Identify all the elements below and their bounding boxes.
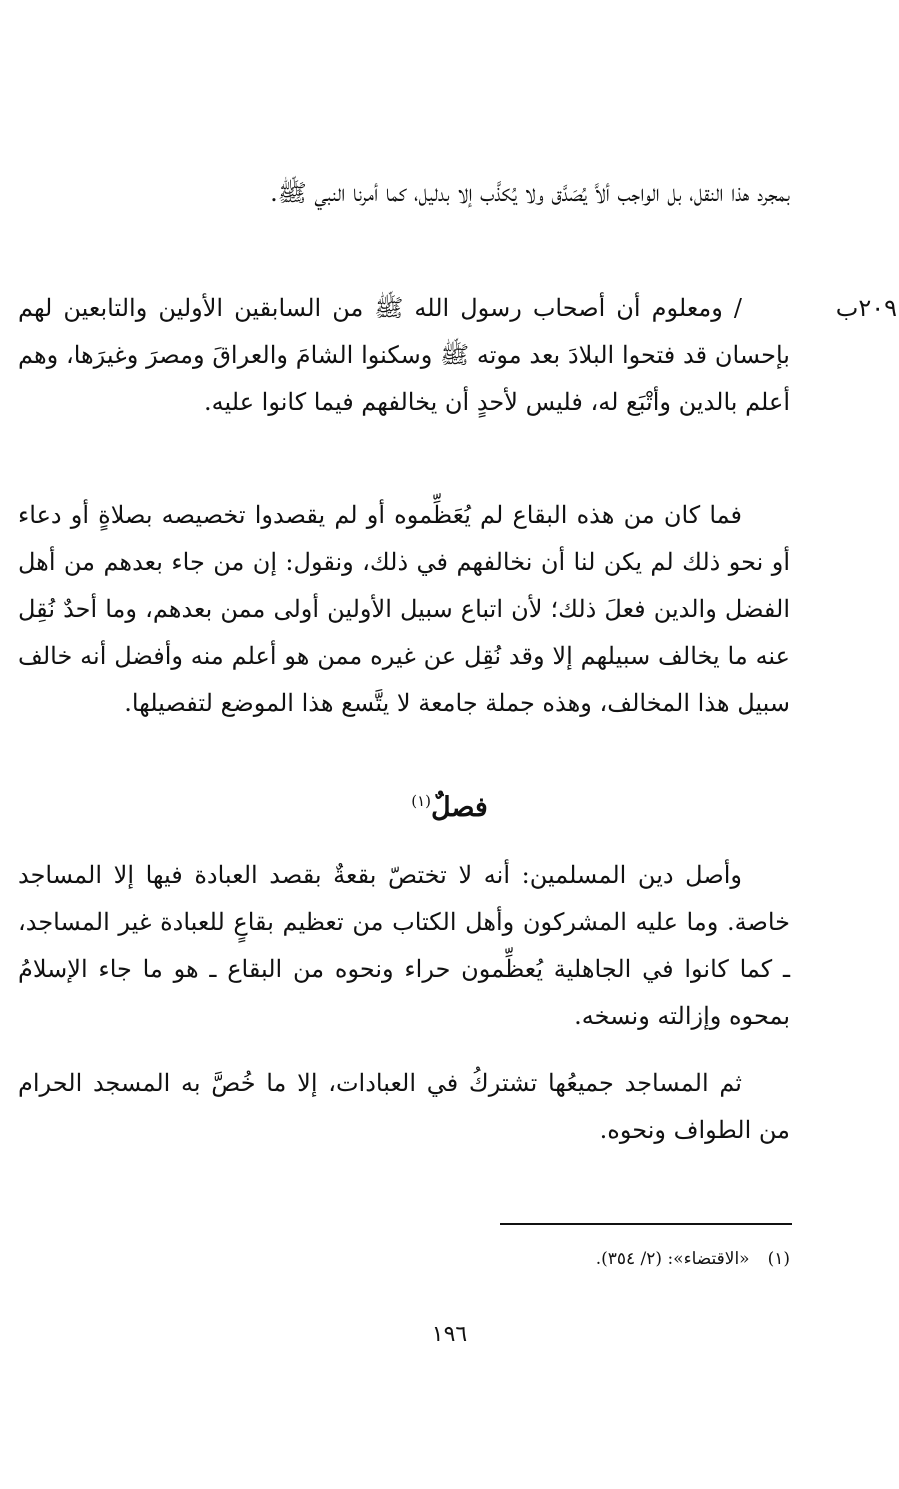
paragraph-4 xyxy=(18,852,790,1040)
footnote-divider xyxy=(500,1223,792,1225)
footnote-number: (١) xyxy=(767,1249,790,1269)
paragraph-4-text: وأصل دين المسلمين: أنه لا تختصّ بقعةٌ بقصد العبادة فيها إلا المساجد خاصة. وما عليه المشركون وأهل الكتاب من تعظيم بقاعٍ للعبادة غير المساجد، ـ كما كانوا في الجاهلية يُعظِّمون حراء ونحوه من البقاع ـ هو ما جاء الإسلامُ بمحوه وإزالته ونسخه. xyxy=(18,861,790,1030)
page-number: ١٩٦ xyxy=(431,1322,468,1347)
paragraph-5-text: ثم المساجد جميعُها تشتركُ في العبادات، إلا ما خُصَّ به المسجد الحرام من الطواف ونحوه. xyxy=(18,1069,790,1144)
manuscript-folio-marker: ٢٠٩ب xyxy=(835,294,897,322)
section-heading-footnote-ref: (١) xyxy=(411,792,431,810)
paragraph-3-text: فما كان من هذه البقاع لم يُعَظِّموه أو لم يقصدوا تخصيصه بصلاةٍ أو دعاء أو نحو ذلك لم يكن لنا أن نخالفهم في ذلك، ونقول: إن من جاء بعدهم من أهل الفضل والدين فعلَ ذلك؛ لأن اتباع سبيل الأولين أولى ممن بعدهم، وما أحدٌ نُقِل عنه ما يخالف سبيلهم إلا وقد نُقِل عن غيره ممن هو أعلم منه وأفضل أنه خالف سبيل هذا المخالف، وهذه جملة جامعة لا يتَّسع هذا الموضع لتفصيلها. xyxy=(18,501,790,717)
paragraph-1 xyxy=(18,170,790,217)
paragraph-2 xyxy=(18,285,790,426)
paragraph-2-text: / ومعلوم أن أصحاب رسول الله ﷺ من السابقين الأولين والتابعين لهم بإحسان قد فتحوا البلادَ بعد موته ﷺ وسكنوا الشامَ والعراقَ ومصرَ وغيرَها، وهم أعلم بالدين وأتْبَع له، فليس لأحدٍ أن يخالفهم فيما كانوا عليه. xyxy=(18,294,790,416)
paragraph-5 xyxy=(18,1060,790,1154)
footnote-text: «الاقتضاء»: (٢/ ٣٥٤). xyxy=(595,1249,750,1269)
section-heading-title: فصلٌ xyxy=(431,792,488,823)
footnote xyxy=(18,1244,790,1274)
paragraph-1-text: بمجرد هذا النقل، بل الواجب ألاَّ يُصَدَّق ولا يُكذَّب إلا بدليل، كما أمرنا النبي ﷺ. xyxy=(270,179,790,207)
paragraph-3 xyxy=(18,492,790,727)
section-heading xyxy=(0,776,899,833)
